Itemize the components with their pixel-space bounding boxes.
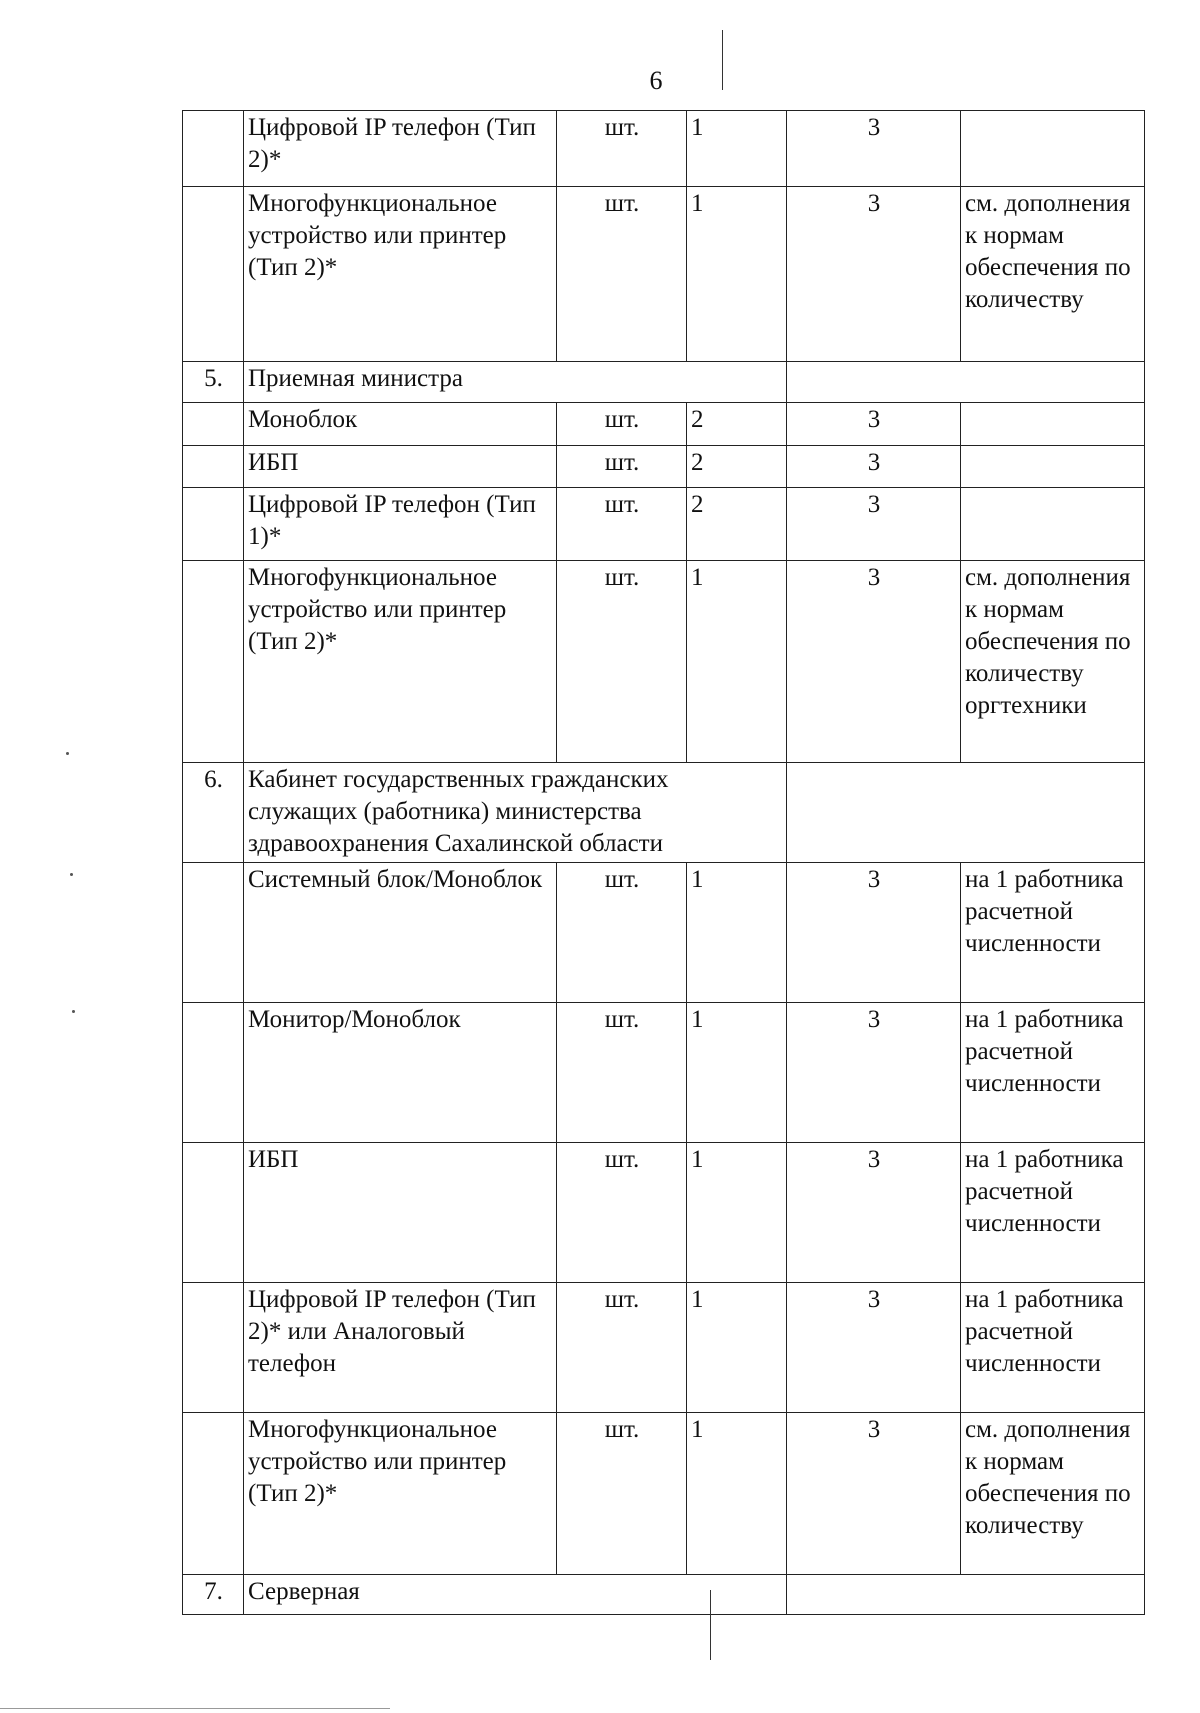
item-note: см. дополнения к нормам обеспечения по количеству оргтехники <box>961 561 1145 763</box>
item-name: Монитор/Моноблок <box>244 1003 557 1143</box>
table-row <box>183 187 1145 362</box>
item-quantity: 2 <box>687 488 787 561</box>
section-number: 7. <box>183 1575 244 1615</box>
item-note: на 1 работника расчетной численности <box>961 1003 1145 1143</box>
item-unit: шт. <box>557 1413 687 1575</box>
row-number-cell <box>183 1143 244 1283</box>
table-row <box>183 111 1145 187</box>
table-row <box>183 488 1145 561</box>
item-unit: шт. <box>557 1283 687 1413</box>
item-name: Многофункциональное устройство или принтер (Тип 2)* <box>244 561 557 763</box>
item-quantity: 1 <box>687 187 787 362</box>
item-note <box>961 403 1145 446</box>
item-note: на 1 работника расчетной численности <box>961 1143 1145 1283</box>
item-name: ИБП <box>244 446 557 488</box>
item-service-life: 3 <box>787 403 961 446</box>
item-unit: шт. <box>557 863 687 1003</box>
item-service-life: 3 <box>787 187 961 362</box>
empty-cell <box>787 1575 1145 1615</box>
table-row <box>183 1143 1145 1283</box>
item-service-life: 3 <box>787 1003 961 1143</box>
item-unit: шт. <box>557 561 687 763</box>
section-number: 5. <box>183 362 244 403</box>
item-service-life: 3 <box>787 863 961 1003</box>
item-unit: шт. <box>557 111 687 187</box>
item-name: Цифровой IP телефон (Тип 1)* <box>244 488 557 561</box>
table-row <box>183 1413 1145 1575</box>
row-number-cell <box>183 1283 244 1413</box>
item-name: Моноблок <box>244 403 557 446</box>
item-note: см. дополнения к нормам обеспечения по количеству <box>961 1413 1145 1575</box>
row-number-cell <box>183 403 244 446</box>
item-quantity: 1 <box>687 863 787 1003</box>
item-note: на 1 работника расчетной численности <box>961 863 1145 1003</box>
item-quantity: 1 <box>687 1413 787 1575</box>
item-unit: шт. <box>557 488 687 561</box>
item-service-life: 3 <box>787 1143 961 1283</box>
table-row <box>183 561 1145 763</box>
scan-speck <box>66 752 69 755</box>
scan-speck <box>72 1010 75 1013</box>
row-number-cell <box>183 1003 244 1143</box>
table-row <box>183 1283 1145 1413</box>
item-quantity: 1 <box>687 1143 787 1283</box>
equipment-norms-table <box>182 110 1145 1615</box>
item-name: Цифровой IP телефон (Тип 2)* <box>244 111 557 187</box>
item-quantity: 1 <box>687 561 787 763</box>
empty-cell <box>787 763 1145 863</box>
item-name: Цифровой IP телефон (Тип 2)* или Аналоговый телефон <box>244 1283 557 1413</box>
item-quantity: 2 <box>687 403 787 446</box>
row-number-cell <box>183 863 244 1003</box>
scan-edge <box>0 1708 390 1709</box>
item-note: см. дополнения к нормам обеспечения по количеству <box>961 187 1145 362</box>
section-number: 6. <box>183 763 244 863</box>
scan-line <box>710 1590 711 1660</box>
row-number-cell <box>183 488 244 561</box>
row-number-cell <box>183 561 244 763</box>
table-row <box>183 1003 1145 1143</box>
item-note <box>961 446 1145 488</box>
section-title: Серверная <box>244 1575 787 1615</box>
table-row <box>183 446 1145 488</box>
section-title: Кабинет государственных гражданских служащих (работника) министерства здравоохранения Сахалинской области <box>244 763 787 863</box>
section-row <box>183 763 1145 863</box>
empty-cell <box>787 362 1145 403</box>
item-name: Многофункциональное устройство или принтер (Тип 2)* <box>244 187 557 362</box>
row-number-cell <box>183 187 244 362</box>
item-name: Многофункциональное устройство или принтер (Тип 2)* <box>244 1413 557 1575</box>
item-service-life: 3 <box>787 561 961 763</box>
item-service-life: 3 <box>787 1283 961 1413</box>
item-note <box>961 488 1145 561</box>
page-number: 6 <box>649 66 663 95</box>
item-service-life: 3 <box>787 446 961 488</box>
item-note: на 1 работника расчетной численности <box>961 1283 1145 1413</box>
item-quantity: 1 <box>687 1283 787 1413</box>
item-service-life: 3 <box>787 1413 961 1575</box>
section-row <box>183 1575 1145 1615</box>
section-row <box>183 362 1145 403</box>
section-title: Приемная министра <box>244 362 787 403</box>
row-number-cell <box>183 111 244 187</box>
table-row <box>183 863 1145 1003</box>
item-unit: шт. <box>557 187 687 362</box>
row-number-cell <box>183 446 244 488</box>
scan-line <box>722 30 723 90</box>
item-quantity: 2 <box>687 446 787 488</box>
item-unit: шт. <box>557 1143 687 1283</box>
item-service-life: 3 <box>787 488 961 561</box>
table-row <box>183 403 1145 446</box>
row-number-cell <box>183 1413 244 1575</box>
scan-speck <box>70 873 73 876</box>
item-note <box>961 111 1145 187</box>
item-unit: шт. <box>557 403 687 446</box>
item-quantity: 1 <box>687 1003 787 1143</box>
item-quantity: 1 <box>687 111 787 187</box>
item-unit: шт. <box>557 1003 687 1143</box>
item-name: ИБП <box>244 1143 557 1283</box>
item-name: Системный блок/Моноблок <box>244 863 557 1003</box>
item-service-life: 3 <box>787 111 961 187</box>
item-unit: шт. <box>557 446 687 488</box>
